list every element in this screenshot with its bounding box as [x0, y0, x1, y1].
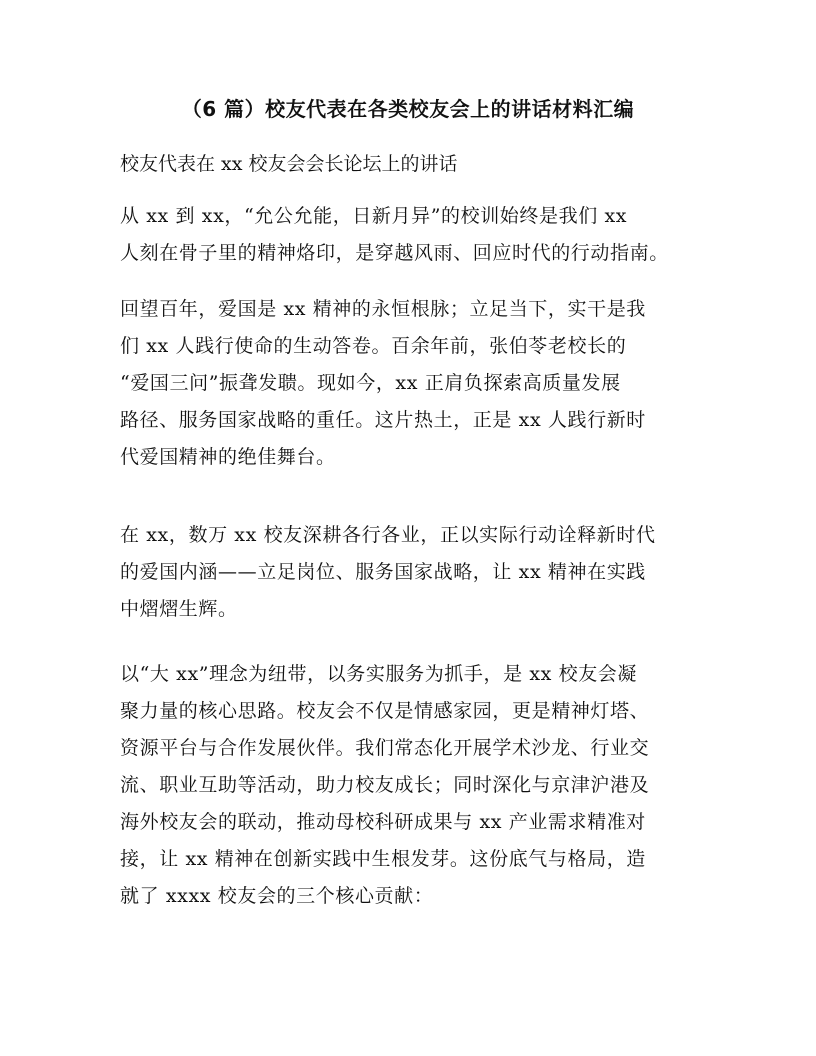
paragraph-line: 代爱国精神的绝佳舞台。 [120, 446, 336, 468]
paragraph-line: 资源平台与合作发展伙伴。我们常态化开展学术沙龙、行业交 [120, 737, 650, 759]
paragraph-line: 回望百年，爱国是 xx 精神的永恒根脉；立足当下，实干是我 [120, 298, 646, 320]
paragraph-line: 路径、服务国家战略的重任。这片热土，正是 xx 人践行新时 [120, 409, 646, 431]
paragraph-line: 们 xx 人践行使命的生动答卷。百余年前，张伯苓老校长的 [120, 335, 627, 357]
paragraph-2 [120, 291, 720, 476]
document-subtitle: 校友代表在 xx 校友会会长论坛上的讲话 [120, 153, 458, 175]
paragraph-line: 海外校友会的联动，推动母校科研成果与 xx 产业需求精准对 [120, 811, 646, 833]
paragraph-line: 从 xx 到 xx，“允公允能，日新月异”的校训始终是我们 xx [120, 205, 628, 227]
document-title: （6 篇）校友代表在各类校友会上的讲话材料汇编 [181, 97, 635, 121]
paragraph-line: 中熠熠生辉。 [120, 598, 238, 620]
paragraph-line: 以“大 xx”理念为纽带，以务实服务为抓手，是 xx 校友会凝 [120, 663, 638, 685]
paragraph-line: 就了 xxxx 校友会的三个核心贡献： [120, 885, 434, 907]
paragraph-line: “爱国三问”振聋发聩。现如今，xx 正肩负探索高质量发展 [120, 372, 621, 394]
paragraph-line: 流、职业互助等活动，助力校友成长；同时深化与京津沪港及 [120, 774, 650, 796]
paragraph-line: 人刻在骨子里的精神烙印，是穿越风雨、回应时代的行动指南。 [120, 242, 669, 264]
paragraph-1 [120, 198, 720, 272]
paragraph-line: 的爱国内涵——立足岗位、服务国家战略，让 xx 精神在实践 [120, 561, 646, 583]
paragraph-line: 接，让 xx 精神在创新实践中生根发芽。这份底气与格局，造 [120, 848, 646, 870]
paragraph-4 [120, 656, 720, 915]
paragraph-line: 在 xx，数万 xx 校友深耕各行各业，正以实际行动诠释新时代 [120, 524, 656, 546]
paragraph-line: 聚力量的核心思路。校友会不仅是情感家园，更是精神灯塔、 [120, 700, 650, 722]
paragraph-3 [120, 517, 720, 628]
